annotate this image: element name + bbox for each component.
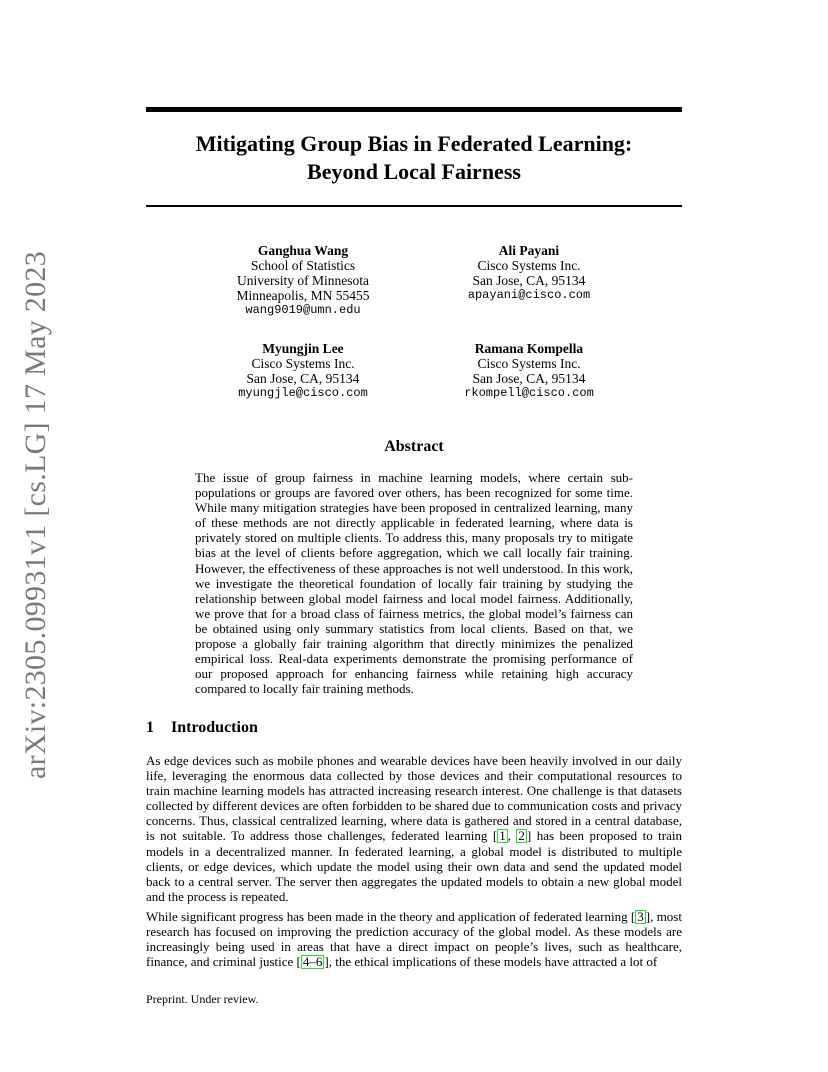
title-line-1: Mitigating Group Bias in Federated Learning:	[195, 131, 633, 156]
author-email: myungjle@cisco.com	[238, 386, 368, 400]
citation-link[interactable]: 2	[518, 828, 525, 844]
author-affiliation: School of Statistics	[250, 258, 356, 273]
author-address: San Jose, CA, 95134	[472, 371, 586, 386]
author-email: rkompell@cisco.com	[464, 386, 594, 400]
intro-paragraph-2: While significant progress has been made in the theory and application of federated learning [ 3 ], most research has focused on improving the prediction accuracy of the global model. As these models are increasingly being used in areas that have a direct impact on people’s lives, such as healthcare, finance, and criminal justice [ 4–6 ], the ethical implications of these models have attracted a lot of	[146, 909, 682, 970]
title-bottom-rule	[146, 205, 682, 207]
section-number: 1	[146, 719, 154, 736]
citation-group: [ 1 , 2 ]	[492, 828, 532, 844]
arxiv-side-label	[10, 251, 62, 779]
section-heading	[146, 719, 258, 737]
author-block-1	[193, 243, 413, 318]
author-affiliation: Cisco Systems Inc.	[477, 258, 581, 273]
author-block-4	[419, 341, 639, 401]
author-address: San Jose, CA, 95134	[472, 273, 586, 288]
author-name: Ali Payani	[498, 243, 560, 258]
citation-link[interactable]: 1	[499, 828, 506, 844]
intro-paragraph-1	[146, 753, 682, 904]
paragraph-text: While significant progress has been made in the theory and application of federated learning	[146, 909, 631, 924]
author-email: wang9019@umn.edu	[245, 303, 361, 317]
author-block-2	[419, 243, 639, 303]
author-address: San Jose, CA, 95134	[246, 371, 360, 386]
paragraph-text: , most research has focused on improving the prediction accuracy of the global model. As these models are increasingly being used in areas that have a direct impact on people’s lives, such as healthcare, finance, and criminal justice	[146, 909, 682, 970]
author-email: apayani@cisco.com	[467, 288, 591, 302]
abstract-heading: Abstract	[384, 438, 444, 455]
citation-link[interactable]: 3	[637, 909, 644, 924]
author-affiliation: Cisco Systems Inc.	[477, 356, 581, 371]
title-top-rule	[146, 107, 682, 112]
paragraph-text: has been proposed to train models in a decentralized manner. In federated learning, a global model is distributed to multiple clients, or edge devices, which update the model using their own data and send the updated model back to a central server. The server then aggregates the updated models to obtain a new global model and the process is repeated.	[146, 828, 683, 904]
author-block-3	[193, 341, 413, 401]
author-affiliation: University of Minnesota	[237, 273, 369, 288]
author-address: Minneapolis, MN 55455	[236, 288, 370, 303]
abstract-text: The issue of group fairness in machine learning models, where certain sub-populations or groups are favored over others, has been recognized for some time. While many mitigation strategies have been proposed in centralized learning, many of these methods are not directly applicable in federated learning, where data is privately stored on multiple clients. To address this, many proposals try to mitigate bias at the level of clients before aggregation, which we call locally fair training. However, the effectiveness of these approaches is not well understood. In this work, we investigate the theoretical foundation of locally fair training by studying the relationship between global model fairness and local model fairness. Additionally, we prove that for a broad class of fairness metrics, the global model’s fairness can be obtained using only summary statistics from local clients. Based on that, we propose a globally fair training algorithm that directly minimizes the penalized empirical loss. Real-data experiments demonstrate the promising performance of our proposed approach for enhancing fairness while retaining high accuracy compared to locally fair training methods.	[195, 470, 633, 697]
author-affiliation: Cisco Systems Inc.	[251, 356, 355, 371]
author-name: Ramana Kompella	[474, 341, 584, 356]
title-line-2: Beyond Local Fairness	[307, 159, 521, 184]
paragraph-text: As edge devices such as mobile phones and wearable devices have been heavily involved in our daily life, leveraging the enormous data collected by those devices and their computational resources to train machine learning models has attracted increasing research interest. One challenge is that datasets collected by different devices are often forbidden to be shared due to communication costs and privacy concerns. Thus, classical centralized learning, where data is gathered and stored in a central database, is not suitable. To address those challenges, federated learning	[146, 753, 682, 844]
citation-link[interactable]: 4–6	[302, 954, 323, 970]
author-name: Ganghua Wang	[257, 243, 349, 258]
arxiv-identifier: arXiv:2305.09931v1 [cs.LG] 17 May 2023	[19, 251, 52, 779]
paragraph-text: , the ethical implications of these models have attracted a lot of	[328, 954, 658, 970]
section-title: Introduction	[171, 719, 258, 736]
footer-note: Preprint. Under review.	[146, 992, 259, 1006]
citation-separator: ,	[507, 828, 517, 844]
author-name: Myungjin Lee	[262, 341, 344, 356]
paper-title	[146, 130, 682, 186]
